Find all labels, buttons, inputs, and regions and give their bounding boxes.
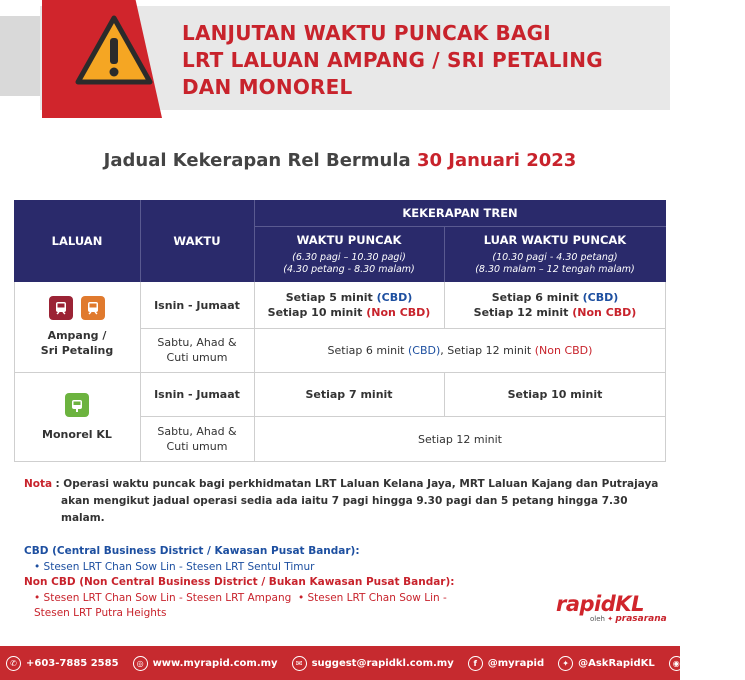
note-line-2: akan mengikut jadual operasi sedia ada iaitu 7 pagi hingga 9.30 pagi dan 5 petang hingga 7.30 malam.: [61, 495, 628, 524]
instagram-icon: ◉: [669, 656, 684, 671]
ampang-weekend-cbd: Setiap 6 minit: [327, 343, 405, 357]
ampang-offpeak-cbd: Setiap 6 minit: [491, 291, 579, 304]
route-ampang-icons: [49, 296, 105, 320]
ampang-weekday-offpeak: [444, 282, 666, 328]
cbd-tag: (CBD): [408, 343, 441, 357]
logo-parent: prasarana: [615, 614, 667, 624]
noncbd-title: Non CBD (Non Central Business District / Bukan Kawasan Pusat Bandar):: [24, 576, 455, 588]
footer-phone-text: +603-7885 2585: [26, 657, 119, 669]
note-label: Nota: [24, 478, 53, 490]
ampang-weekend-noncbd: , Setiap 12 minit: [440, 343, 532, 357]
footer-web-text: www.myrapid.com.my: [152, 657, 278, 669]
offpeak-range-2: (8.30 malam – 12 tengah malam): [475, 263, 635, 275]
header-time: WAKTU: [140, 200, 254, 282]
offpeak-title: LUAR WAKTU PUNCAK: [483, 232, 627, 247]
monorel-weekday-peak: Setiap 7 minit: [305, 387, 393, 401]
note-line-1: : Operasi waktu puncak bagi perkhidmatan LRT Laluan Kelana Jaya, MRT Laluan Kajang dan Putrajaya: [55, 478, 659, 490]
ampang-weekend-label: [140, 328, 254, 372]
cbd-item-text: Stesen LRT Chan Sow Lin - Stesen LRT Sentul Timur: [43, 560, 315, 573]
footer-facebook-text: @myrapid: [487, 657, 545, 669]
route-monorel: [14, 372, 140, 462]
table-border: [14, 461, 666, 462]
header-stripe: [0, 16, 40, 96]
title-line-2: LRT LALUAN AMPANG / SRI PETALING: [182, 48, 603, 72]
header-frequency: KEKERAPAN TREN: [254, 200, 666, 226]
cbd-tag: (CBD): [376, 291, 413, 304]
peak-range-2: (4.30 petang - 8.30 malam): [283, 263, 415, 275]
table-divider: [14, 372, 666, 373]
peak-title: WAKTU PUNCAK: [296, 232, 402, 247]
footer-instagram[interactable]: [669, 656, 745, 671]
header-divider: [254, 200, 255, 282]
mail-icon: ✉: [292, 656, 307, 671]
table-divider: [444, 372, 445, 416]
ampang-peak-cbd: Setiap 5 minit: [285, 291, 373, 304]
ampang-weekday-peak: [254, 282, 444, 328]
route-ampang-name-2: Sri Petaling: [40, 344, 114, 357]
page-title: [182, 20, 652, 101]
table-divider: [140, 416, 666, 417]
route-monorel-icons: [65, 393, 89, 417]
ampang-offpeak-noncbd: Setiap 12 minit: [473, 306, 569, 319]
table-divider: [444, 282, 445, 328]
footer-instagram-text: myrapidkl: [688, 657, 745, 669]
subtitle-date: 30 Januari 2023: [416, 150, 577, 171]
weekend-line-2: Cuti umum: [166, 351, 228, 364]
peak-range-1: (6.30 pagi – 10.30 pagi): [292, 251, 406, 263]
header-offpeak: [444, 226, 666, 282]
announcement-header: [0, 0, 680, 118]
footer-twitter[interactable]: [558, 656, 655, 671]
offpeak-range-1: (10.30 pagi - 4.30 petang): [492, 251, 618, 263]
noncbd-item-1: Stesen LRT Chan Sow Lin - Stesen LRT Ampang: [43, 591, 292, 604]
header-peak: [254, 226, 444, 282]
title-line-3: DAN MONOREL: [182, 75, 353, 99]
rapidkl-logo: [556, 592, 670, 632]
lrt-sri-petaling-train-icon: [81, 296, 105, 320]
monorel-weekday-offpeak: Setiap 10 minit: [507, 387, 603, 401]
subtitle-text: Jadual Kekerapan Rel Bermula: [103, 150, 411, 171]
route-ampang: [14, 282, 140, 372]
monorail-train-icon: [65, 393, 89, 417]
footer-email-text: suggest@rapidkl.com.my: [311, 657, 454, 669]
noncbd-tag: (Non CBD): [534, 343, 593, 357]
footer-phone[interactable]: [6, 656, 119, 671]
weekend-line-1: Sabtu, Ahad &: [157, 425, 237, 438]
note-section: [24, 476, 664, 527]
footer-web[interactable]: [133, 656, 278, 671]
ampang-weekday-label: Isnin - Jumaat: [154, 298, 240, 312]
noncbd-tag: (Non CBD): [366, 306, 431, 319]
globe-icon: ◎: [133, 656, 148, 671]
cbd-legend: [24, 544, 544, 622]
logo-by: oleh: [590, 615, 605, 623]
warning-icon: [74, 14, 154, 86]
lrt-ampang-train-icon: [49, 296, 73, 320]
facebook-icon: f: [468, 656, 483, 671]
cbd-title: CBD (Central Business District / Kawasan Pusat Bandar):: [24, 545, 360, 557]
header-route: LALUAN: [14, 200, 140, 282]
noncbd-tag: (Non CBD): [572, 306, 637, 319]
noncbd-item-2: Stesen LRT Chan Sow Lin -: [307, 591, 447, 604]
footer-twitter-text: @AskRapidKL: [578, 657, 655, 669]
monorel-weekday-label: Isnin - Jumaat: [154, 387, 240, 401]
frequency-table: [14, 200, 666, 462]
cbd-tag: (CBD): [582, 291, 619, 304]
route-monorel-name: Monorel KL: [42, 427, 112, 441]
title-line-1: LANJUTAN WAKTU PUNCAK BAGI: [182, 21, 551, 45]
cbd-item: • Stesen LRT Chan Sow Lin - Stesen LRT Sentul Timur: [34, 560, 315, 573]
header-divider: [444, 226, 445, 282]
prasarana-mark-icon: ✦: [607, 615, 614, 623]
rapidkl-wordmark: rapidKL: [556, 592, 644, 616]
schedule-subtitle: [0, 150, 680, 171]
twitter-icon: ✦: [558, 656, 573, 671]
contact-footer: [0, 646, 745, 680]
monorel-weekend-frequency: Setiap 12 minit: [418, 432, 502, 446]
table-divider: [140, 328, 666, 329]
header-divider: [254, 226, 666, 227]
weekend-line-1: Sabtu, Ahad &: [157, 336, 237, 349]
footer-facebook[interactable]: [468, 656, 544, 671]
footer-email[interactable]: [292, 656, 454, 671]
monorel-weekend-label: [140, 416, 254, 462]
noncbd-item-row: • Stesen LRT Chan Sow Lin - Stesen LRT Ampang • Stesen LRT Chan Sow Lin -: [34, 591, 447, 604]
ampang-peak-noncbd: Setiap 10 minit: [267, 306, 363, 319]
weekend-line-2: Cuti umum: [166, 440, 228, 453]
ampang-weekend-frequency: [254, 328, 666, 372]
noncbd-item-3: Stesen LRT Putra Heights: [34, 607, 167, 619]
header-divider: [140, 200, 141, 282]
phone-icon: ✆: [6, 656, 21, 671]
route-ampang-name-1: Ampang /: [47, 329, 107, 342]
